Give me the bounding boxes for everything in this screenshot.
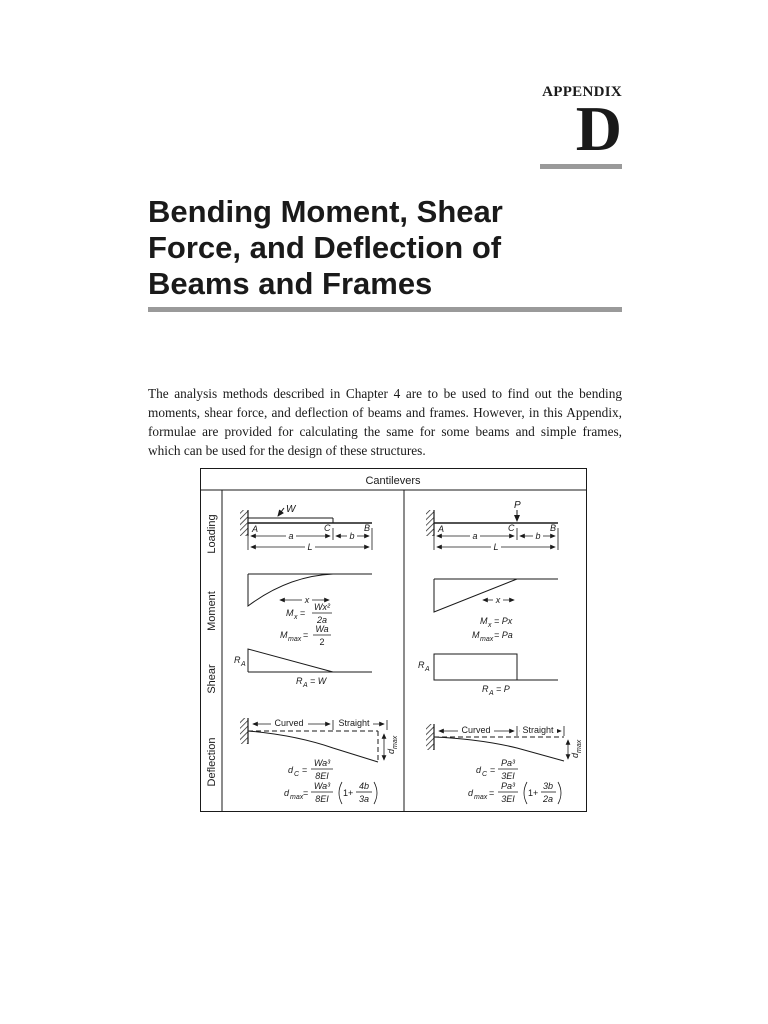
dim-l-label: L [493, 542, 499, 552]
dmax-one: 1+ [343, 788, 354, 798]
dc-sub: C [294, 771, 300, 778]
ra-eq: = W [310, 676, 327, 686]
dim-b-label: b [349, 531, 355, 541]
dc-label: d [288, 765, 294, 775]
load-label: W [286, 504, 296, 515]
dmax-side-label: d [570, 752, 580, 758]
mx-num: Wx² [314, 602, 330, 612]
mx-sub: x [488, 622, 492, 629]
dmax-side-label: d [386, 748, 396, 754]
svg-text:=: = [489, 788, 495, 798]
svg-text:=: = [300, 608, 306, 618]
dmax-label: d [284, 788, 290, 798]
mmax-label: M [280, 630, 288, 640]
point-c-label: C [324, 523, 331, 533]
point-a-label: A [438, 524, 445, 534]
right-moment-diagram [434, 579, 558, 643]
right-shear-diagram [418, 654, 558, 697]
ra-eq: = P [496, 684, 510, 694]
svg-text:=: = [303, 788, 309, 798]
mmax-sub: max [480, 636, 494, 643]
header-rule [540, 164, 622, 169]
dmax-frac-den: 2a [542, 794, 554, 804]
ra-sub: A [425, 666, 430, 673]
dc-sub: C [482, 771, 488, 778]
dmax-num: Pa³ [500, 781, 516, 791]
cantilever-figure [200, 468, 588, 814]
right-deflection-diagram [426, 724, 583, 804]
dmax-frac-num: 4b [358, 781, 370, 791]
dim-a-label: a [472, 531, 478, 541]
dc-den: 8EI [315, 771, 329, 781]
mmax-den: 2 [319, 637, 325, 647]
title-rule [148, 307, 622, 312]
appendix-letter: D [575, 93, 622, 164]
dmax-one: 1+ [528, 788, 539, 798]
dc-den: 3EI [501, 771, 515, 781]
dc-num: Pa³ [500, 758, 516, 768]
dmax-sub: max [474, 794, 488, 801]
svg-text:=: = [302, 765, 308, 775]
ra-sub-2: A [303, 682, 308, 689]
chapter-title-line: Force, and Deflection of [148, 230, 502, 265]
svg-text:=: = [490, 765, 496, 775]
ra-sub: A [241, 661, 246, 668]
intro-paragraph: The analysis methods described in Chapter 4 are to be used to find out the bending moments, shear force, and deflection of beams and frames. However, in this Appendix, formulae are provided for calculating the same for some beams and simple frames, which can be used for the design of these structures. [148, 386, 622, 458]
left-moment-diagram [248, 574, 372, 647]
dc-label: d [476, 765, 482, 775]
chapter-title-line: Beams and Frames [148, 266, 433, 301]
dmax-num: Wa³ [313, 781, 331, 791]
dim-x-label: x [495, 595, 501, 605]
dmax-label: d [468, 788, 474, 798]
curved-label: Curved [461, 725, 491, 735]
load-label: P [514, 500, 521, 511]
dim-x-label: x [304, 595, 310, 605]
curved-label: Curved [274, 718, 304, 728]
mmax-sub: max [288, 636, 302, 643]
row-label-deflection: Deflection [206, 737, 218, 787]
dmax-frac-den: 3a [358, 794, 370, 804]
mx-label: M [286, 608, 294, 618]
mx-eq: = Px [494, 616, 513, 626]
point-a-label: A [252, 524, 259, 534]
left-loading-diagram [240, 504, 372, 552]
mmax-num: Wa [315, 624, 329, 634]
ra-sub-2: A [489, 690, 494, 697]
row-label-loading: Loading [206, 514, 218, 554]
dim-b-label: b [535, 531, 541, 541]
straight-label: Straight [338, 718, 370, 728]
dim-l-label: L [307, 542, 313, 552]
table-title: Cantilevers [365, 475, 421, 487]
point-b-label: B [364, 523, 371, 533]
ra-label-2: R [482, 684, 489, 694]
dc-num: Wa³ [313, 758, 331, 768]
dmax-den: 8EI [315, 794, 329, 804]
point-c-label: C [508, 523, 515, 533]
dmax-sub: max [290, 794, 304, 801]
appendix-label: APPENDIX [542, 84, 622, 100]
row-label-moment: Moment [206, 591, 218, 631]
straight-label: Straight [522, 725, 554, 735]
dmax-side-sub: max [392, 735, 399, 749]
svg-text:=: = [303, 630, 309, 640]
left-deflection-diagram [240, 717, 399, 804]
mx-den: 2a [316, 615, 328, 625]
right-loading-diagram [426, 500, 558, 552]
mx-label: M [480, 616, 488, 626]
mmax-eq: = Pa [494, 630, 513, 640]
figure-frame [201, 469, 587, 812]
chapter-title-line: Bending Moment, Shear [148, 194, 503, 229]
dmax-den: 3EI [501, 794, 515, 804]
ra-label: R [418, 660, 425, 670]
dmax-side-sub: max [576, 739, 583, 753]
ra-label: R [234, 655, 241, 665]
mx-sub: x [294, 614, 298, 621]
left-shear-diagram [234, 649, 372, 689]
dmax-frac-num: 3b [542, 781, 554, 791]
ra-label-2: R [296, 676, 303, 686]
dim-a-label: a [288, 531, 294, 541]
chapter-title [148, 194, 548, 302]
point-b-label: B [550, 523, 557, 533]
row-label-shear: Shear [206, 664, 218, 694]
mmax-label: M [472, 630, 480, 640]
